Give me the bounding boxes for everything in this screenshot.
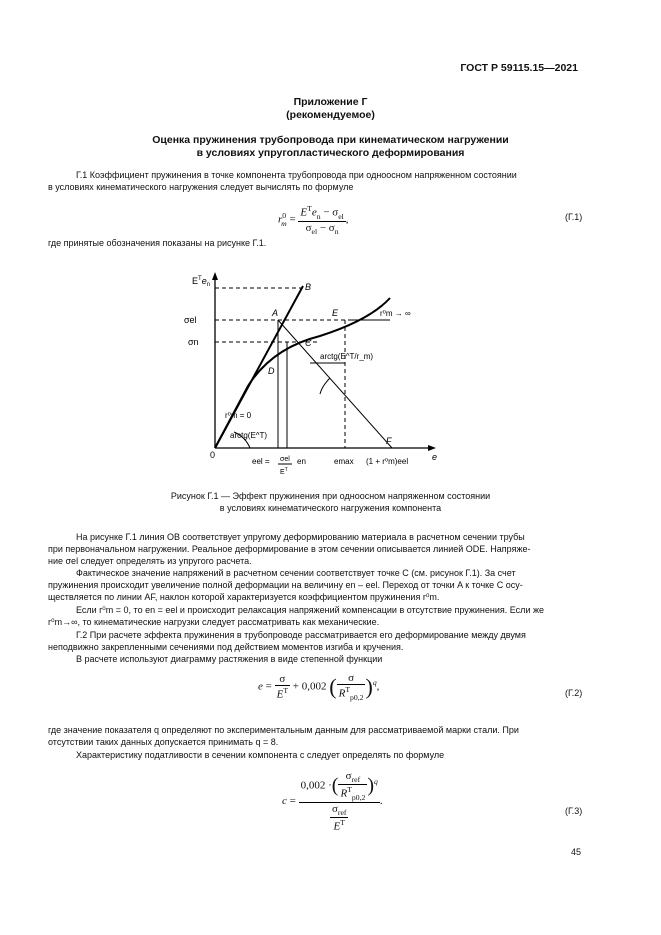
- label-origin: 0: [210, 450, 216, 460]
- page-number: 45: [571, 847, 582, 857]
- label-f: F: [386, 436, 392, 446]
- label-sigma-el: σel: [184, 315, 197, 325]
- equation-g3: c = 0,002 ·( $\frac{\sigma_{ref}}{R^T_{p0,2}}$ )$^q$ $\frac{\sigma_{ref}}{E^T}$ .: [282, 770, 383, 833]
- equation-number-g3: (Г.3): [565, 806, 583, 816]
- paragraph-p8-line2: отсутствии таких данных допускается принимать q = 8.: [48, 737, 279, 747]
- document-code: ГОСТ Р 59115.15—2021: [460, 62, 578, 74]
- label-e-tail: (1 + r⁰m)eel: [366, 457, 409, 466]
- appendix-title: Приложение Г: [293, 96, 368, 108]
- paragraph-p4-line1: Фактическое значение напряжений в расчетном сечении соответствует точке C (см. рисунок Г.1). За счет: [76, 568, 516, 578]
- label-sigma-n: σn: [188, 337, 199, 347]
- paragraph-p5-line2: r⁰m→∞, то кинематические нагрузки следует рассматривать как механические.: [48, 617, 380, 627]
- label-c: C: [305, 338, 312, 348]
- equation-number-g1: (Г.1): [565, 212, 583, 222]
- x-axis-arrow: [428, 445, 436, 451]
- paragraph-p4-line3: ществляется по линии AF, наклон которой характеризуется коэффициентом пружинения r⁰m.: [48, 592, 440, 602]
- paragraph-p3-line2: при первоначальном нагружении. Реальное деформирование в этом сечении описывается линией ODE. Напряже-: [48, 544, 531, 554]
- paragraph-power-function: В расчете используют диаграмму растяжения в виде степенной функции: [76, 654, 383, 664]
- label-e-n: en: [297, 457, 306, 466]
- paragraph-p3-line3: ние σel следует определять из упругого расчета.: [48, 556, 252, 566]
- figure-g1-diagram: [170, 268, 450, 480]
- paragraph-g1-line2: в условиях кинематического нагружения следует вычислять по формуле: [48, 182, 354, 192]
- x-axis-label: e: [432, 452, 438, 462]
- label-r-inf: r⁰m → ∞: [380, 309, 411, 318]
- paragraph-g2-line2: неподвижно закрепленными сечениями под действием моментов изгиба и кручения.: [48, 642, 404, 652]
- line-af: [278, 320, 392, 448]
- label-arctg-et: arctg(E^T): [230, 431, 268, 440]
- equation-g1: $r^0_m$ = $\frac{E^Te_n - \sigma_{el}}{\sigma_{el} - \sigma_n}$ ,: [278, 204, 349, 237]
- label-b: B: [305, 282, 312, 292]
- paragraph-p3-line1: На рисунке Г.1 линия OB соответствует упругому деформированию материала в расчетном сечении трубы: [76, 532, 525, 542]
- label-d: D: [268, 366, 275, 376]
- equation-g2: e = $\frac{\sigma}{E^T}$ + 0,002 ( $\frac{\sigma}{R^T_{p0,2}}$ )$^q$,: [258, 672, 380, 702]
- paragraph-p9: Характеристику податливости в сечении компонента с следует определять по формуле: [76, 750, 445, 760]
- section-title-line2: в условиях упругопластического деформирования: [196, 147, 465, 159]
- label-e-el: eel =: [252, 457, 270, 466]
- label-e-el-den: $E^T$: [280, 467, 288, 476]
- paragraph-where: где принятые обозначения показаны на рисунке Г.1.: [48, 238, 267, 248]
- label-e: E: [332, 308, 339, 318]
- label-e-max: emax: [334, 457, 354, 466]
- label-a: A: [272, 308, 279, 318]
- paragraph-p4-line2: пружинения происходит увеличение полной деформации на величину en – eel. Переход от точки A к точке C осу-: [48, 580, 523, 590]
- appendix-subtitle: (рекомендуемое): [286, 109, 375, 121]
- label-e-el-num: σel: [280, 456, 290, 463]
- y-axis-arrow: [212, 272, 218, 280]
- paragraph-p8-line1: где значение показателя q определяют по экспериментальным данным для рассматриваемой марки стали. При: [48, 725, 519, 735]
- label-r-zero: r⁰m = 0: [225, 411, 252, 420]
- figure-caption-line2: в условиях кинематического нагружения компонента: [219, 503, 442, 513]
- paragraph-g1-line1: Г.1 Коэффициент пружинения в точке компонента трубопровода при одноосном напряженном состоянии: [76, 170, 517, 180]
- y-axis-label: $E^Te_n$: [192, 276, 211, 288]
- figure-caption-line1: Рисунок Г.1 — Эффект пружинения при одноосном напряженном состоянии: [170, 491, 491, 501]
- equation-number-g2: (Г.2): [565, 688, 583, 698]
- angle-arc-ratio: [320, 378, 330, 394]
- label-arctg-ratio: arctg(E^T/r_m): [320, 352, 374, 361]
- paragraph-p5-line1: Если r⁰m = 0, то en = eel и происходит релаксация напряжений компенсации в отсутствие пружинения. Если же: [76, 605, 544, 615]
- section-title-line1: Оценка пружинения трубопровода при кинематическом нагружении: [152, 134, 509, 146]
- paragraph-g2-line1: Г.2 При расчете эффекта пружинения в трубопроводе рассматривается его деформирование между двумя: [76, 630, 526, 640]
